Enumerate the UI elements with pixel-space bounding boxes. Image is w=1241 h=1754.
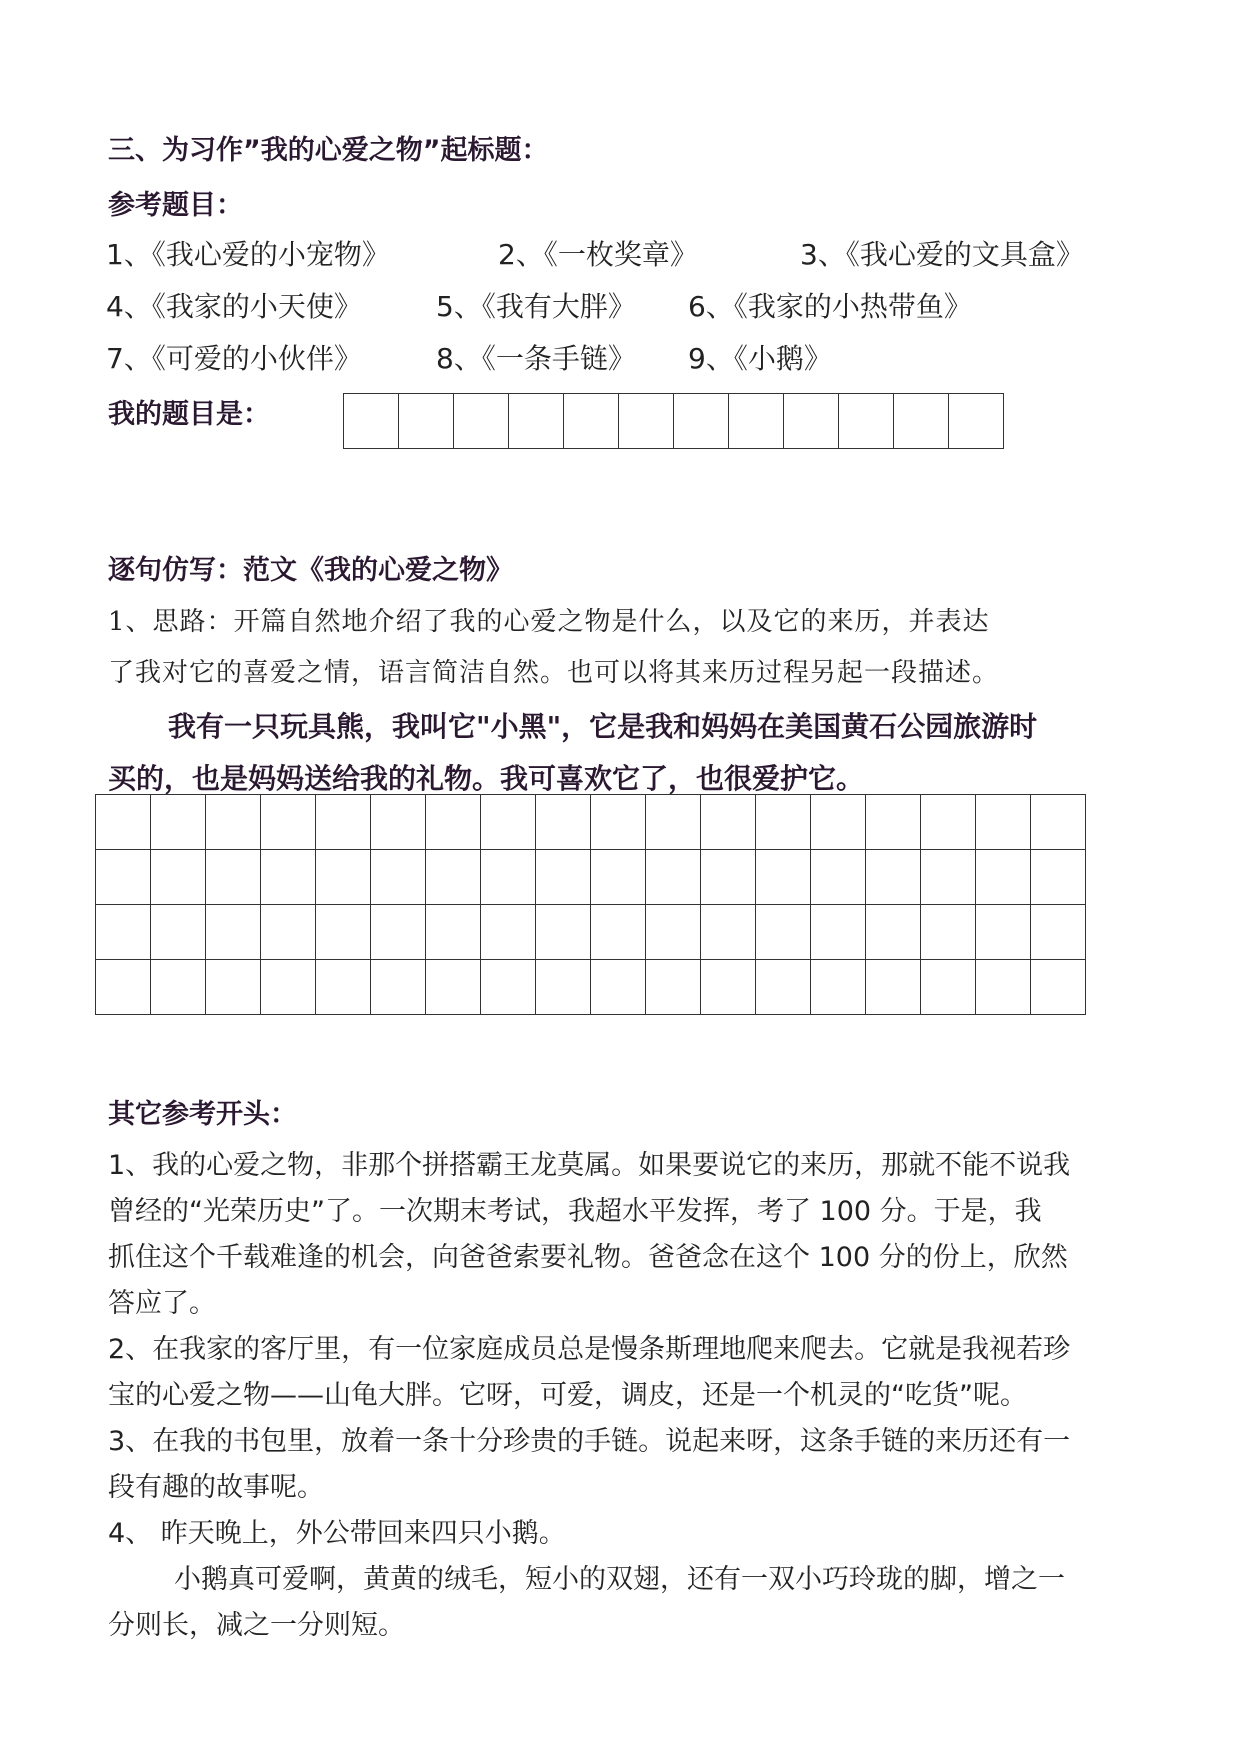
grid-cell[interactable] [756, 795, 811, 850]
thought-line-1: 1、思路：开篇自然地介绍了我的心爱之物是什么，以及它的来历，并表达 [108, 607, 990, 637]
ref-title-7: 7、《可爱的小伙伴》 [106, 342, 362, 375]
grid-cell[interactable] [371, 905, 426, 960]
grid-cell[interactable] [261, 850, 316, 905]
grid-row [96, 960, 1086, 1015]
grid-cell[interactable] [976, 795, 1031, 850]
grid-cell[interactable] [96, 795, 151, 850]
grid-cell[interactable] [674, 394, 729, 449]
grid-row [96, 850, 1086, 905]
grid-cell[interactable] [316, 960, 371, 1015]
thought-line-2: 了我对它的喜爱之情，语言简洁自然。也可以将其来历过程另起一段描述。 [108, 658, 1000, 688]
grid-cell[interactable] [756, 960, 811, 1015]
grid-cell[interactable] [866, 905, 921, 960]
grid-cell[interactable] [646, 795, 701, 850]
grid-cell[interactable] [646, 905, 701, 960]
grid-cell[interactable] [1031, 905, 1086, 960]
opening-line: 曾经的“光荣历史”了。一次期末考试，我超水平发挥，考了 100 分。于是，我 [108, 1196, 1042, 1227]
section-heading-titles: 三、为习作”我的心爱之物”起标题： [108, 135, 549, 166]
grid-cell[interactable] [921, 850, 976, 905]
my-title-label: 我的题目是： [108, 399, 270, 430]
grid-cell[interactable] [701, 960, 756, 1015]
grid-cell[interactable] [481, 795, 536, 850]
grid-cell[interactable] [151, 905, 206, 960]
opening-line: 抓住这个千载难逢的机会，向爸爸索要礼物。爸爸念在这个 100 分的份上，欣然 [108, 1242, 1068, 1273]
grid-cell[interactable] [1031, 850, 1086, 905]
grid-cell[interactable] [399, 394, 454, 449]
opening-line: 分则长，减之一分则短。 [108, 1610, 405, 1641]
grid-cell[interactable] [811, 795, 866, 850]
grid-cell[interactable] [811, 850, 866, 905]
grid-row [344, 394, 1004, 449]
grid-cell[interactable] [454, 394, 509, 449]
grid-cell[interactable] [646, 960, 701, 1015]
grid-row [96, 905, 1086, 960]
grid-cell[interactable] [866, 960, 921, 1015]
other-openings-heading: 其它参考开头： [108, 1099, 297, 1130]
opening-line: 3、在我的书包里，放着一条十分珍贵的手链。说起来呀，这条手链的来历还有一 [108, 1426, 1071, 1457]
grid-cell[interactable] [96, 960, 151, 1015]
imitation-writing-grid[interactable] [95, 794, 1086, 1015]
ref-title-5: 5、《我有大胖》 [436, 290, 636, 323]
grid-cell[interactable] [811, 905, 866, 960]
grid-cell[interactable] [151, 960, 206, 1015]
my-title-grid[interactable] [343, 393, 1004, 449]
grid-cell[interactable] [206, 850, 261, 905]
grid-cell[interactable] [426, 850, 481, 905]
grid-cell[interactable] [591, 795, 646, 850]
sample-sentence-line-2: 买的，也是妈妈送给我的礼物。我可喜欢它了，也很爱护它。 [108, 762, 865, 795]
grid-cell[interactable] [866, 850, 921, 905]
grid-cell[interactable] [564, 394, 619, 449]
grid-cell[interactable] [1031, 795, 1086, 850]
grid-cell[interactable] [481, 850, 536, 905]
opening-line: 1、我的心爱之物，非那个拼搭霸王龙莫属。如果要说它的来历，那就不能不说我 [108, 1150, 1071, 1181]
grid-cell[interactable] [426, 960, 481, 1015]
ref-title-6: 6、《我家的小热带鱼》 [688, 290, 972, 323]
grid-cell[interactable] [756, 850, 811, 905]
grid-cell[interactable] [316, 850, 371, 905]
grid-cell[interactable] [426, 905, 481, 960]
grid-cell[interactable] [701, 850, 756, 905]
grid-cell[interactable] [839, 394, 894, 449]
grid-cell[interactable] [536, 795, 591, 850]
grid-cell[interactable] [371, 960, 426, 1015]
grid-row [96, 795, 1086, 850]
ref-title-2: 2、《一枚奖章》 [498, 238, 698, 271]
ref-title-8: 8、《一条手链》 [436, 342, 636, 375]
grid-cell[interactable] [151, 850, 206, 905]
grid-cell[interactable] [1031, 960, 1086, 1015]
sample-sentence-line-1: 我有一只玩具熊，我叫它"小黑"，它是我和妈妈在美国黄石公园旅游时 [168, 710, 1038, 743]
ref-title-3: 3、《我心爱的文具盒》 [800, 238, 1084, 271]
grid-cell[interactable] [784, 394, 839, 449]
grid-cell[interactable] [921, 795, 976, 850]
ref-title-9: 9、《小鹅》 [688, 342, 832, 375]
grid-cell[interactable] [701, 905, 756, 960]
grid-cell[interactable] [481, 905, 536, 960]
grid-cell[interactable] [536, 960, 591, 1015]
opening-line: 段有趣的故事呢。 [108, 1472, 324, 1503]
reference-titles-label: 参考题目： [108, 190, 243, 221]
grid-cell[interactable] [591, 850, 646, 905]
grid-cell[interactable] [921, 960, 976, 1015]
grid-cell[interactable] [426, 795, 481, 850]
grid-cell[interactable] [646, 850, 701, 905]
grid-cell[interactable] [976, 905, 1031, 960]
grid-cell[interactable] [371, 850, 426, 905]
grid-cell[interactable] [261, 795, 316, 850]
grid-cell[interactable] [811, 960, 866, 1015]
grid-cell[interactable] [96, 905, 151, 960]
grid-cell[interactable] [96, 850, 151, 905]
opening-line: 宝的心爱之物——山龟大胖。它呀，可爱，调皮，还是一个机灵的“吃货”呢。 [108, 1380, 1027, 1411]
opening-line: 答应了。 [108, 1288, 216, 1319]
ref-title-1: 1、《我心爱的小宠物》 [106, 238, 390, 271]
grid-cell[interactable] [261, 960, 316, 1015]
grid-cell[interactable] [344, 394, 399, 449]
ref-title-4: 4、《我家的小天使》 [106, 290, 362, 323]
grid-cell[interactable] [894, 394, 949, 449]
grid-cell[interactable] [536, 905, 591, 960]
grid-cell[interactable] [976, 960, 1031, 1015]
opening-line: 小鹅真可爱啊，黄黄的绒毛，短小的双翅，还有一双小巧玲珑的脚，增之一 [174, 1564, 1065, 1595]
grid-cell[interactable] [591, 960, 646, 1015]
grid-cell[interactable] [756, 905, 811, 960]
grid-cell[interactable] [619, 394, 674, 449]
grid-cell[interactable] [509, 394, 564, 449]
grid-cell[interactable] [261, 905, 316, 960]
grid-cell[interactable] [976, 850, 1031, 905]
grid-cell[interactable] [536, 850, 591, 905]
grid-cell[interactable] [151, 795, 206, 850]
grid-cell[interactable] [316, 905, 371, 960]
grid-cell[interactable] [316, 795, 371, 850]
opening-line: 2、在我家的客厅里，有一位家庭成员总是慢条斯理地爬来爬去。它就是我视若珍 [108, 1334, 1071, 1365]
grid-cell[interactable] [729, 394, 784, 449]
grid-cell[interactable] [371, 795, 426, 850]
grid-cell[interactable] [921, 905, 976, 960]
grid-cell[interactable] [206, 905, 261, 960]
opening-line: 4、 昨天晚上，外公带回来四只小鹅。 [108, 1518, 566, 1549]
grid-cell[interactable] [591, 905, 646, 960]
imitation-heading: 逐句仿写：范文《我的心爱之物》 [108, 555, 513, 586]
grid-cell[interactable] [206, 795, 261, 850]
grid-cell[interactable] [206, 960, 261, 1015]
grid-cell[interactable] [701, 795, 756, 850]
grid-cell[interactable] [866, 795, 921, 850]
grid-cell[interactable] [481, 960, 536, 1015]
grid-cell[interactable] [949, 394, 1004, 449]
